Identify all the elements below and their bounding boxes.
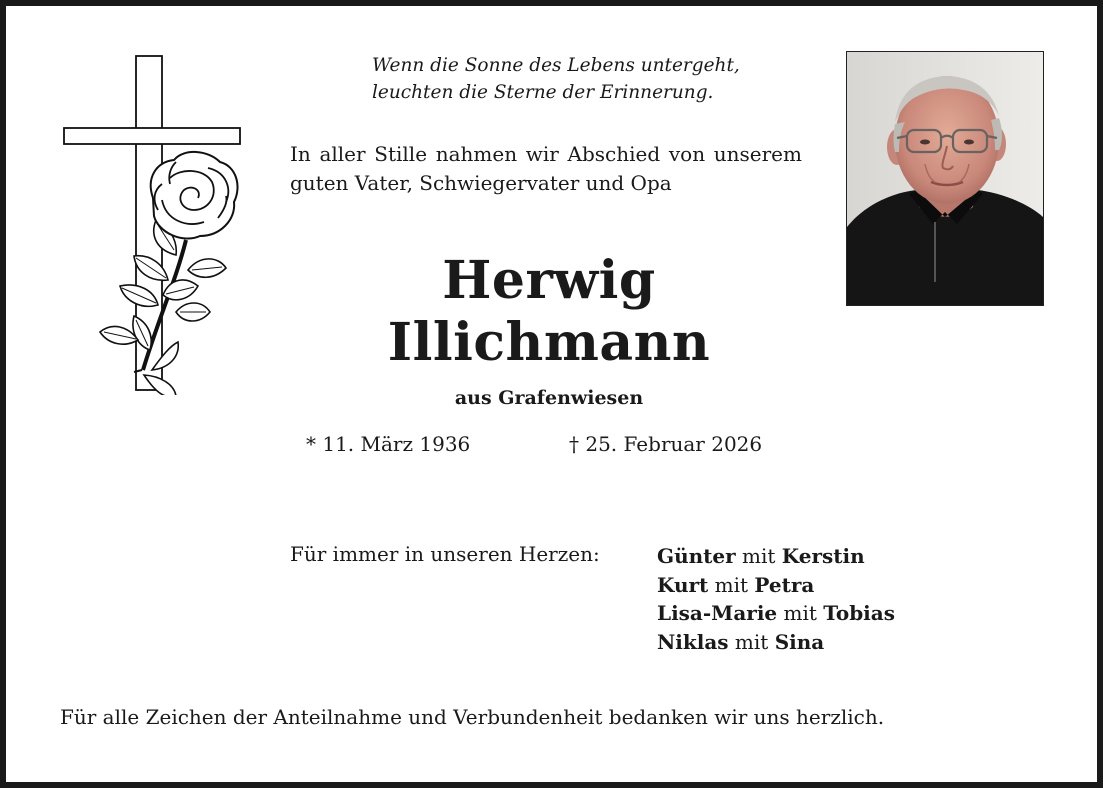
connector: mit <box>742 544 776 568</box>
list-item <box>657 571 895 600</box>
connector: mit <box>783 601 817 625</box>
last-name: Illichmann <box>387 312 711 373</box>
family-list <box>657 542 895 656</box>
list-item <box>657 542 895 571</box>
thanks-text: Für alle Zeichen der Anteilnahme und Verbundenheit bedanken wir uns herzlich. <box>60 705 885 729</box>
partner-name: Kerstin <box>781 544 865 568</box>
member-name: Niklas <box>657 629 729 654</box>
member-name: Lisa-Marie <box>657 601 778 625</box>
partner-name: Petra <box>754 572 815 597</box>
motto-line-2: leuchten die Sterne der Erinnerung. <box>372 82 714 103</box>
partner-name: Tobias <box>823 601 895 625</box>
member-name: Günter <box>657 544 736 568</box>
partner-name: Sina <box>774 629 825 654</box>
family-label: Für immer in unseren Herzen: <box>290 542 600 566</box>
birth-date: * 11. März 1936 <box>306 432 471 456</box>
deceased-name <box>290 250 808 374</box>
motto <box>372 52 812 106</box>
intro-text: In aller Stille nahmen wir Abschied von unserem guten Vater, Schwiegervater und Opa <box>290 142 802 195</box>
cross-with-rose-icon <box>58 50 248 395</box>
member-name: Kurt <box>657 572 709 597</box>
first-name: Herwig <box>442 250 656 311</box>
origin: aus Grafenwiesen <box>454 387 644 409</box>
motto-line-1: Wenn die Sonne des Lebens untergeht, <box>372 55 740 76</box>
list-item <box>657 628 895 657</box>
connector: mit <box>714 572 749 597</box>
portrait-photo <box>846 51 1044 306</box>
list-item <box>657 599 895 628</box>
death-date: † 25. Februar 2026 <box>569 432 763 456</box>
connector: mit <box>734 629 769 654</box>
